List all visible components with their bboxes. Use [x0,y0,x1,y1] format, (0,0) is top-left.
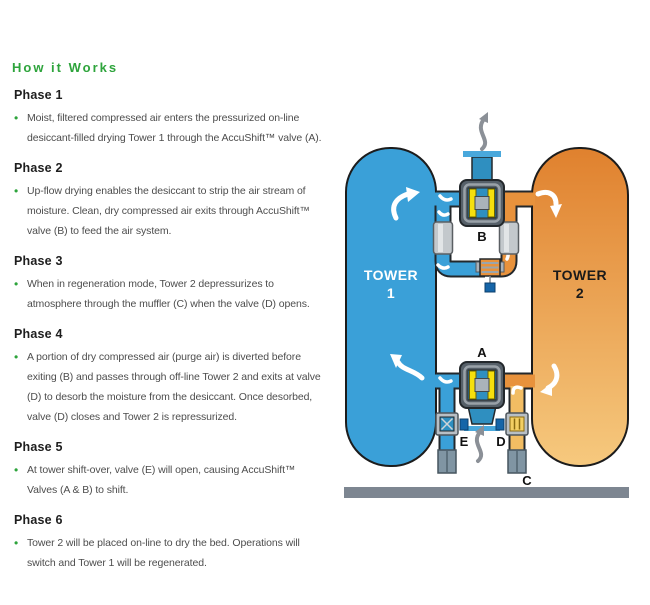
purge-orifice-valve [476,259,504,292]
tower-2-vessel [532,148,628,466]
base-bar [344,487,629,498]
dryer-diagram [340,0,650,520]
cylinder-highlight [438,224,443,252]
exhaust-air-arrow-icon [481,119,485,149]
phase-4-text: A portion of dry compressed air (purge air) is diverted before exiting (B) and passes through off-line Tower 2 and exits at valve (D) to desorb the moisture from the desiccant. Once desorbed, valve (D) closes and Tower 2 is repressurized. [27,351,321,423]
how-it-works-panel [12,60,334,573]
bullet-icon: • [14,463,19,477]
phase-6-text: Tower 2 will be placed on-line to dry the bed. Operations will switch and Tower 1 will be regenerated. [27,537,300,569]
phase-4-heading: Phase 4 [14,327,63,341]
bullet-icon: • [14,184,19,198]
tower-2-number: 2 [575,285,585,301]
page-title: How it Works [12,60,119,75]
phase-6-heading: Phase 6 [14,513,63,527]
phase-6 [12,513,334,573]
tower-1-vessel [346,148,436,466]
phase-2-heading: Phase 2 [14,161,63,175]
bullet-icon: • [14,277,19,291]
valve-d [496,413,528,435]
phase-5 [12,440,334,500]
phase-3-heading: Phase 3 [14,254,63,268]
bullet-icon: • [14,536,19,550]
valve-b-label: B [477,229,487,244]
phase-5-heading: Phase 5 [14,440,63,454]
bullet-icon: • [14,111,19,125]
valve-a-label: A [477,345,487,360]
phase-5-text: At tower shift-over, valve (E) will open, causing AccuShift™ Valves (A & B) to shift. [27,464,296,496]
phase-2-text: Up-flow drying enables the desiccant to strip the air stream of moisture. Clean, dry compressed air exits through AccuShift™ valve (B) to feed the air system. [27,185,310,237]
accushift-valve-a [460,362,504,408]
inlet-air-arrow-icon [477,432,481,461]
phase-1-text: Moist, filtered compressed air enters the pressurized on-line desiccant-filled drying Tower 1 through the AccuShift™ valve (A). [27,112,322,144]
tower-1-number: 1 [386,285,396,301]
bullet-icon: • [14,350,19,364]
accushift-valve-b [460,180,504,226]
valve-e-label: E [459,434,469,449]
valve-b-exhaust-stub [463,151,501,183]
drain-icon [485,283,495,292]
phase-3 [12,254,334,314]
tower-1-label: TOWER [363,267,419,283]
actuator-icon [496,419,504,430]
valve-d-label: D [496,434,506,449]
phase-1 [12,88,334,148]
phase-3-text: When in regeneration mode, Tower 2 depressurizes to atmosphere through the muffler (C) when the valve (D) opens. [27,278,310,310]
muffler-c-label: C [522,473,532,488]
phase-2 [12,161,334,241]
phase-4 [12,327,334,427]
cylinder-highlight [504,224,509,252]
phase-1-heading: Phase 1 [14,88,63,102]
tower-2-label: TOWER [552,267,608,283]
actuator-icon [460,419,468,430]
valve-e [436,413,468,435]
